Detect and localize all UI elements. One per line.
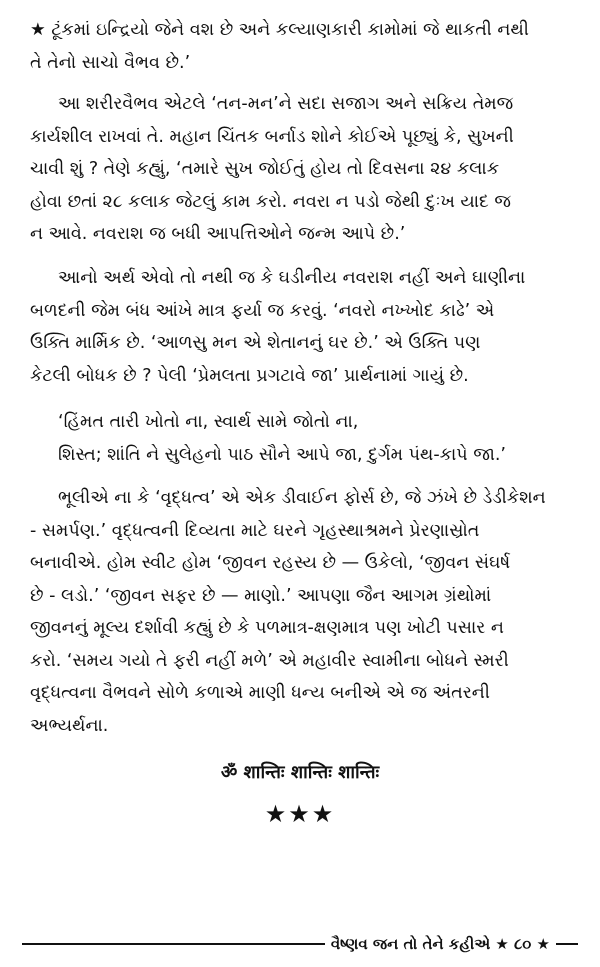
text-line: હોવા છતાં ૨૮ કલાક જેટલું કામ કરો. નવરા ન પડો જેથી દુઃખ યાદ જ xyxy=(30,191,511,212)
text-line: ★ ટૂંકમાં ઇન્દ્રિયો જેને વશ છે અને કલ્યાણકારી કામોમાં જે થાકતી નથી xyxy=(30,20,529,40)
paragraph-vruddhatva xyxy=(30,482,578,742)
footer-running-title: વૈષ્ણવ જન તો તેને કહીએ ★ ૮૦ ★ xyxy=(330,935,550,953)
text-line: આ શરીરવૈભવ એટલે ‘તન-મન’ને સદા સજાગ અને સક્રિય તેમજ xyxy=(58,94,514,114)
text-line: કરો. ‘સમય ગયો તે ફરી નહીં મળે’ એ મહાવીર સ્વામીના બોધને સ્મરી xyxy=(30,650,509,671)
footer-rule-left xyxy=(22,943,325,945)
prayer-verse xyxy=(58,406,578,471)
text-line: વૃદ્ધત્વના વૈભવને સોળે કળાએ માણી ધન્ય બનીએ એ જ અંતરની xyxy=(30,683,490,703)
text-line: આનો અર્થ એવો તો નથી જ કે ઘડીનીય નવરાશ નહીં અને ઘાણીના xyxy=(58,268,526,288)
text-line: જીવનનું મૂલ્ય દર્શાવી કહ્યું છે કે પળમાત્ર-ક્ષણમાત્ર પણ ખોટી પસાર ન xyxy=(30,618,504,638)
text-line: કાર્યશીલ રાખવાં તે. મહાન ચિંતક બર્નાડ શોને કોઈએ પૂછ્યું કે, સુખની xyxy=(30,126,514,147)
footer-rule-right xyxy=(556,943,578,945)
text-line: ન આવે. નવરાશ જ બધી આપત્તિઓને જન્મ આપે છે.’ xyxy=(30,224,406,244)
page-footer xyxy=(22,933,578,955)
text-line: ભૂલીએ ના કે ‘વૃદ્ધત્વ’ એ એક ડીવાઈન ફોર્સ છે, જે ઝંખે છે ડેડીકેશન xyxy=(58,488,546,508)
text-line: તે તેનો સાચો વૈભવ છે.’ xyxy=(30,52,191,73)
text-line: કેટલી બોધક છે ? પેલી ‘પ્રેમલતા પ્રગટાવે જા’ પ્રાર્થનામાં ગાયું છે. xyxy=(30,365,469,386)
text-line: ઉક્તિ માર્મિક છે. ‘આળસુ મન એ શેતાનનું ઘર છે.’ એ ઉક્તિ પણ xyxy=(30,333,481,353)
star-ornament: ★★★ xyxy=(264,800,336,828)
text-line: છે - લડો.’ ‘જીવન સફર છે — માણો.’ આપણા જૈન આગમ ગ્રંથોમાં xyxy=(30,585,492,606)
text-line: બળદની જેમ બંધ આંખે માત્ર ફર્યા જ કરવું. ‘નવરો નખ્ખોદ કાઢે’ એ xyxy=(30,300,495,321)
paragraph-body-vaibhav xyxy=(30,88,578,251)
verse-line: ‘હિંમત તારી ખોતો ના, સ્વાર્થ સામે જોતો ના, xyxy=(58,412,359,432)
text-line: ચાવી શું ? તેણે કહ્યું, ‘તમારે સુખ જોઈતું હોય તો દિવસના ૨૪ કલાક xyxy=(30,159,500,179)
paragraph-intro xyxy=(30,14,578,79)
text-line: બનાવીએ. હોમ સ્વીટ હોમ ‘જીવન રહસ્ય છે — ઉકેલો, ‘જીવન સંઘર્ષ xyxy=(30,553,511,573)
verse-line: શિસ્ત; શાંતિ ને સુલેહનો પાઠ સૌને આપે જા, દુર્ગમ પંથ-કાપે જા.’ xyxy=(58,444,506,465)
text-line: - સમર્પણ.’ વૃદ્ધત્વની દિવ્યતા માટે ઘરને ગૃહસ્થાશ્રમને પ્રેરણાસ્રોત xyxy=(30,520,480,541)
text-line: અભ્યર્થના. xyxy=(30,715,109,736)
shanti-invocation: ॐ शान्तिः शान्तिः शान्तिः xyxy=(220,762,380,783)
paragraph-navrash xyxy=(30,262,578,392)
